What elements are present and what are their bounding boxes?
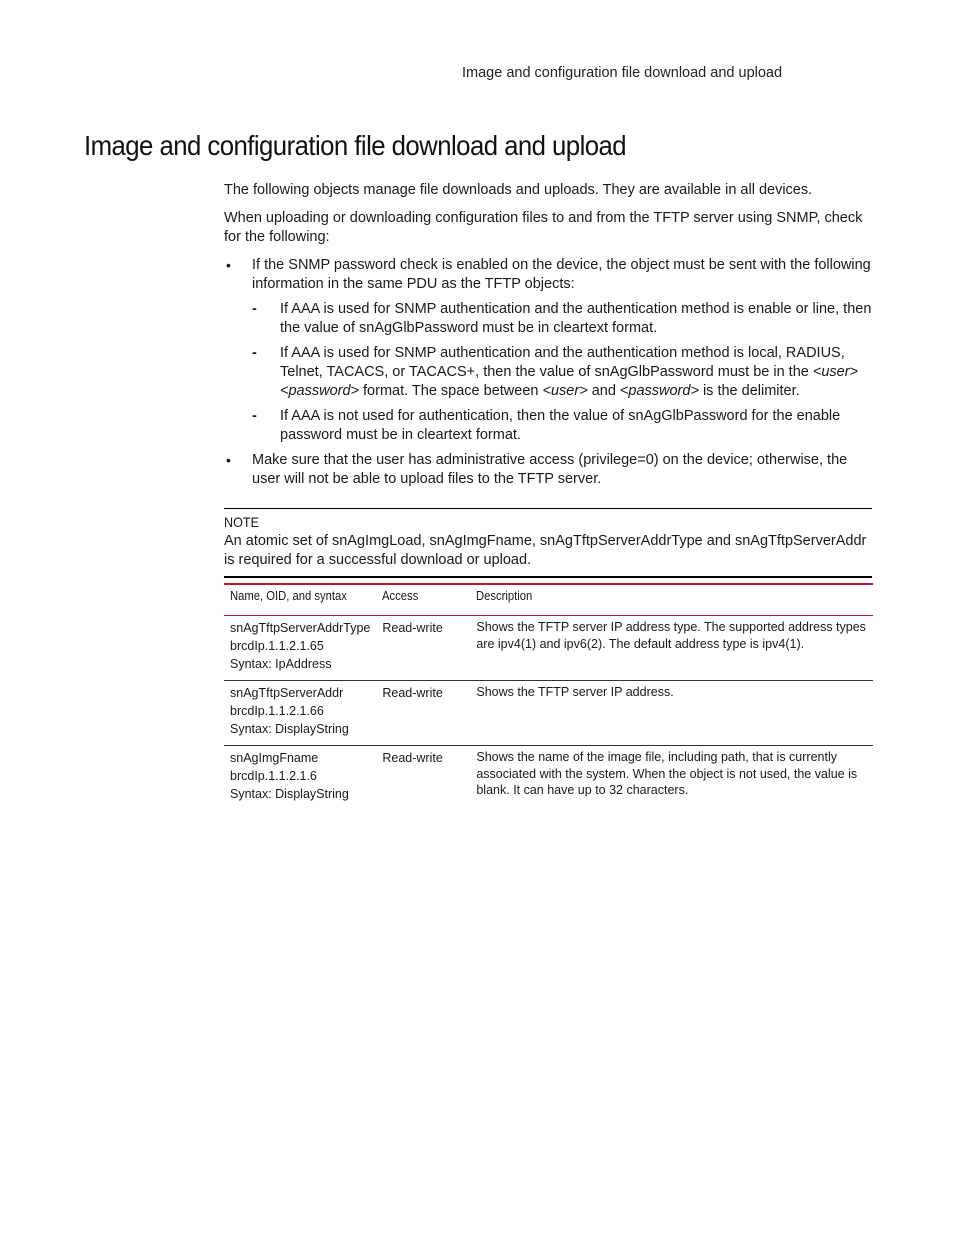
dash-icon: - [252,345,257,361]
text-run: format. The space between [359,383,543,399]
object-oid: brcdIp.1.1.2.1.6 [230,769,317,783]
object-syntax: Syntax: DisplayString [230,722,349,736]
sub-list-item [252,300,872,338]
objects-table [224,583,873,810]
sub-list [252,300,872,445]
column-header [224,584,376,616]
sub-list-item [252,344,872,401]
checklist-intro-paragraph: When uploading or downloading configuration files to and from the TFTP server using SNMP, check for the following: [224,210,863,245]
table-header-row [224,584,873,616]
sub-list-item-text [280,345,858,399]
dash-icon: - [252,301,257,317]
text-run: and [587,383,620,399]
description-cell: Shows the TFTP server IP address type. The supported address types are ipv4(1) and ipv6(2). The default address type is ipv4(1). [470,616,873,681]
column-header [376,584,470,616]
checklist [224,256,872,489]
sub-list-item-text: If AAA is used for SNMP authentication and the authentication method is enable or line, then the value of snAgGlbPassword must be in cleartext format. [280,301,872,336]
table-row [224,746,873,811]
user-placeholder: <user> [542,383,588,399]
name-cell [224,681,376,746]
running-header: Image and configuration file download and upload [462,65,783,81]
column-header-label: Name, OID, and syntax [230,589,347,603]
object-syntax: Syntax: DisplayString [230,787,349,801]
checklist-item-text: If the SNMP password check is enabled on the device, the object must be sent with the following information in the same PDU as the TFTP objects: [252,257,871,292]
sub-list-item-text: If AAA is not used for authentication, then the value of snAgGlbPassword for the enable password must be in cleartext format. [280,408,841,443]
column-header [470,584,873,616]
access-cell: Read-write [376,681,470,746]
password-placeholder: <password> [280,383,359,399]
description-cell: Shows the name of the image file, including path, that is currently associated with the system. When the object is not used, the value is blank. It can have up to 32 characters. [476,750,858,797]
table-row [224,616,873,681]
object-oid: brcdIp.1.1.2.1.65 [230,639,324,653]
note-label: NOTE [224,514,260,530]
section-body [224,181,872,578]
object-name: snAgTftpServerAddr [230,686,344,700]
text-run: If AAA is used for SNMP authentication and the authentication method is local, RADIUS, Telnet, TACACS, or TACACS+, then the value of snAgGlbPassword must be in the [280,345,845,380]
sub-list-item [252,407,872,445]
checklist-item-text: Make sure that the user has administrative access (privilege=0) on the device; otherwise, the user will not be able to upload files to the TFTP server. [252,452,848,487]
object-name: snAgImgFname [230,751,319,765]
description-cell: Shows the TFTP server IP address. [470,681,873,746]
user-placeholder: <user> [812,364,859,380]
name-cell [224,616,376,681]
column-header-label: Access [382,589,419,603]
bullet-icon: • [226,257,231,273]
object-name: snAgTftpServerAddrType [230,621,371,635]
text-run: is the delimiter. [698,383,800,399]
password-placeholder: <password> [619,383,699,399]
table-row [224,681,873,746]
access-cell: Read-write [376,616,470,681]
column-header-label: Description [476,589,533,603]
note-box [224,508,872,578]
object-syntax: Syntax: IpAddress [230,657,332,671]
name-cell [224,746,376,811]
dash-icon: - [252,408,257,424]
access-cell: Read-write [382,751,443,765]
section-title: Image and configuration file download and upload [84,130,627,161]
checklist-item [224,451,872,489]
note-text: An atomic set of snAgImgLoad, snAgImgFname, snAgTftpServerAddrType and snAgTftpServerAddr is required for a successful download or upload. [224,533,867,568]
checklist-item [224,256,872,445]
bullet-icon: • [226,452,231,468]
object-oid: brcdIp.1.1.2.1.66 [230,704,324,718]
intro-paragraph: The following objects manage file downloads and uploads. They are available in all devices. [224,182,813,198]
